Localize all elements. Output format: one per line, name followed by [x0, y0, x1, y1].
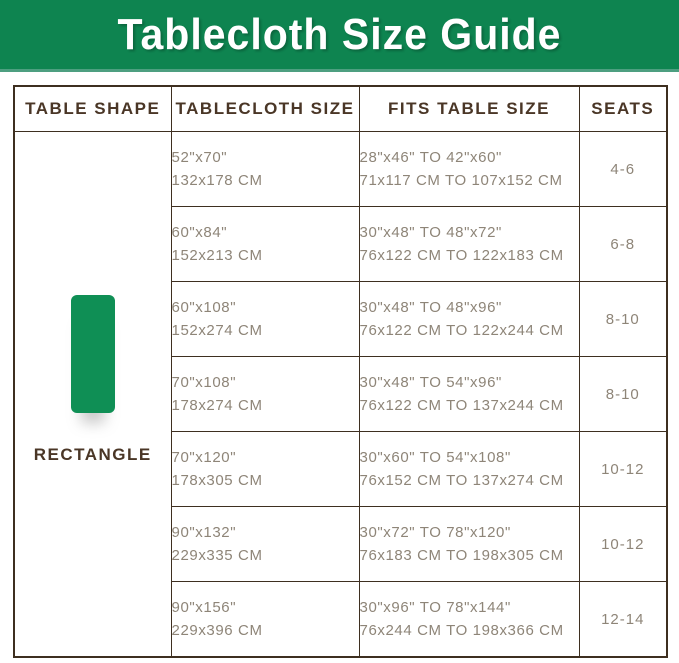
size-cm: 152x274 CM	[171, 322, 263, 339]
seats-cell: 10-12	[579, 507, 667, 582]
fits-inches: 30"x96" TO 78"x144"	[359, 599, 511, 616]
col-header-tablecloth-size: TABLECLOTH SIZE	[171, 86, 359, 132]
fits-inches: 30"x72" TO 78"x120"	[359, 524, 511, 541]
size-inches: 52"x70"	[171, 149, 228, 166]
seats-cell: 8-10	[579, 282, 667, 357]
fits-cm: 76x183 CM TO 198x305 CM	[359, 547, 564, 564]
seats-cell: 6-8	[579, 207, 667, 282]
tablecloth-size-cell	[171, 132, 359, 207]
size-cm: 152x213 CM	[171, 247, 263, 264]
size-cm: 178x305 CM	[171, 472, 263, 489]
fits-inches: 28"x46" TO 42"x60"	[359, 149, 502, 166]
fits-table-size-cell	[359, 582, 579, 658]
size-inches: 90"x132"	[171, 524, 237, 541]
size-cm: 229x335 CM	[171, 547, 263, 564]
tablecloth-size-cell	[171, 582, 359, 658]
rectangle-shape-icon	[71, 295, 115, 413]
tablecloth-size-cell	[171, 432, 359, 507]
seats-cell: 8-10	[579, 357, 667, 432]
fits-inches: 30"x48" TO 48"x72"	[359, 224, 502, 241]
size-guide-table	[13, 85, 668, 658]
size-inches: 70"x120"	[171, 449, 237, 466]
fits-table-size-cell	[359, 207, 579, 282]
header-row	[14, 86, 667, 132]
table-shape-cell	[14, 132, 171, 658]
fits-table-size-cell	[359, 507, 579, 582]
col-header-seats: SEATS	[579, 86, 667, 132]
fits-cm: 76x122 CM TO 122x244 CM	[359, 322, 564, 339]
fits-inches: 30"x48" TO 48"x96"	[359, 299, 502, 316]
fits-table-size-cell	[359, 432, 579, 507]
size-inches: 60"x108"	[171, 299, 237, 316]
size-inches: 90"x156"	[171, 599, 237, 616]
fits-inches: 30"x60" TO 54"x108"	[359, 449, 511, 466]
tablecloth-size-cell	[171, 282, 359, 357]
size-cm: 178x274 CM	[171, 397, 263, 414]
title-banner	[0, 0, 679, 72]
seats-cell: 4-6	[579, 132, 667, 207]
size-inches: 70"x108"	[171, 374, 237, 391]
col-header-table-shape: TABLE SHAPE	[14, 86, 171, 132]
fits-cm: 76x122 CM TO 122x183 CM	[359, 247, 564, 264]
fits-cm: 76x244 CM TO 198x366 CM	[359, 622, 564, 639]
shape-label: RECTANGLE	[33, 444, 152, 464]
shape-group	[15, 295, 171, 466]
fits-cm: 76x152 CM TO 137x274 CM	[359, 472, 564, 489]
fits-cm: 71x117 CM TO 107x152 CM	[359, 172, 563, 189]
fits-table-size-cell	[359, 132, 579, 207]
tablecloth-size-cell	[171, 207, 359, 282]
page-title: Tablecloth Size Guide	[117, 9, 562, 59]
seats-cell: 10-12	[579, 432, 667, 507]
fits-inches: 30"x48" TO 54"x96"	[359, 374, 502, 391]
fits-table-size-cell	[359, 357, 579, 432]
fits-cm: 76x122 CM TO 137x244 CM	[359, 397, 564, 414]
size-cm: 229x396 CM	[171, 622, 263, 639]
fits-table-size-cell	[359, 282, 579, 357]
size-cm: 132x178 CM	[171, 172, 263, 189]
tablecloth-size-cell	[171, 507, 359, 582]
seats-cell: 12-14	[579, 582, 667, 658]
size-inches: 60"x84"	[171, 224, 228, 241]
table-row	[14, 132, 667, 207]
col-header-fits-table-size: FITS TABLE SIZE	[359, 86, 579, 132]
tablecloth-size-cell	[171, 357, 359, 432]
